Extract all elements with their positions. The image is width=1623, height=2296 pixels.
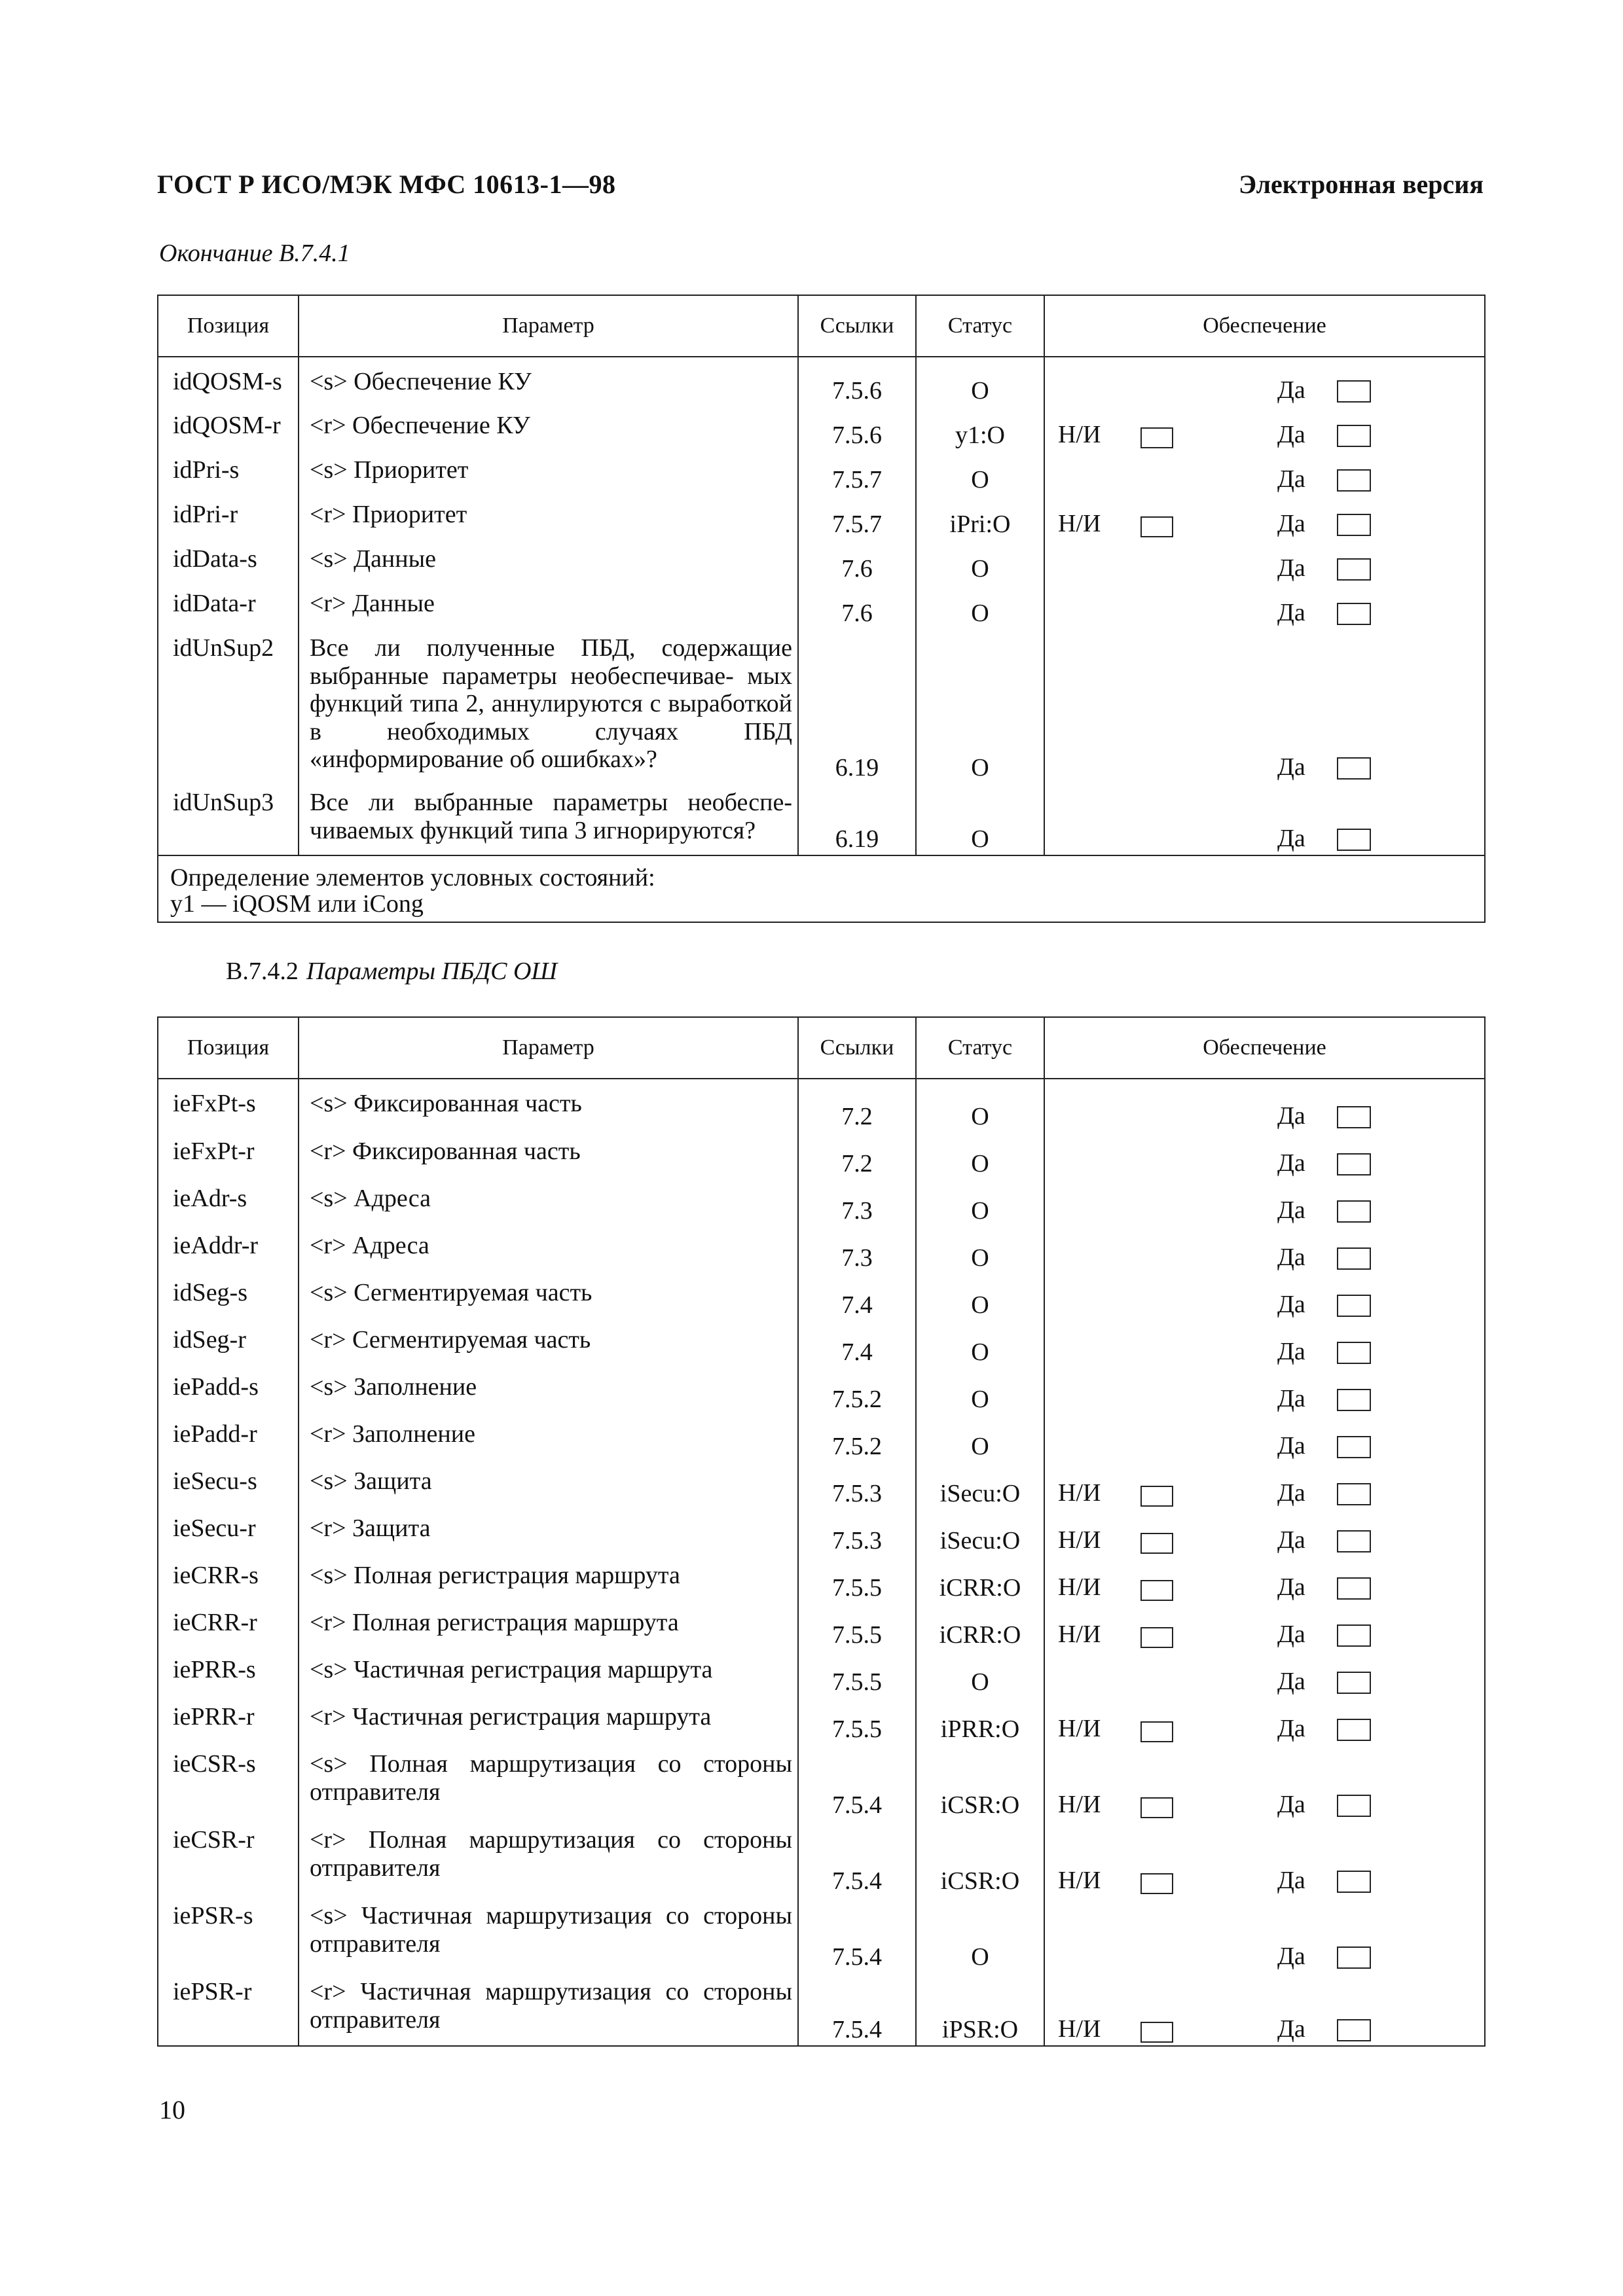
yes-checkbox[interactable] [1337,1795,1371,1817]
table-row [158,1132,1485,1179]
reference-cell: 7.5.6 [798,357,916,406]
position-cell: idPri-s [158,451,299,495]
table-row [158,1556,1485,1604]
condition-definitions [158,855,1485,922]
provision-options [1045,2015,1484,2044]
table-row [158,1321,1485,1368]
table-row [158,1415,1485,1462]
provision-options [1045,1715,1484,1744]
yes-checkbox[interactable] [1337,1483,1371,1505]
provision-cell [1044,1462,1485,1509]
provision-options [1045,1149,1484,1178]
yes-label: Да [1277,1943,1305,1970]
not-implemented-checkbox[interactable] [1140,1533,1173,1554]
reference-cell: 7.5.4 [798,1897,916,1973]
table-row [158,1821,1485,1897]
reference-cell: 7.3 [798,1227,916,1274]
status-cell: O [916,1897,1044,1973]
status-cell: O [916,629,1044,783]
parameter-cell: <r> Полная маршрутизация со стороны отправителя [299,1821,798,1897]
provision-options [1045,465,1484,494]
provision-cell [1044,584,1485,629]
provision-options [1045,510,1484,539]
yes-label: Да [1277,465,1305,493]
position-cell: idPri-r [158,495,299,540]
edition-label: Электронная версия [1238,170,1484,199]
provision-options [1045,599,1484,628]
reference-cell: 7.5.5 [798,1651,916,1698]
parameter-cell: <s> Сегментируемая часть [299,1274,798,1321]
definition-row [158,855,1485,922]
provision-cell [1044,1079,1485,1132]
provision-options [1045,1791,1484,1820]
parameter-cell: <s> Обеспечение КУ [299,357,798,406]
definition-line-1: Определение элементов условных состояний: [170,864,655,891]
yes-checkbox[interactable] [1337,1577,1371,1600]
provision-options [1045,1196,1484,1225]
parameter-cell: <s> Частичная маршрутизация со стороны отправителя [299,1897,798,1973]
yes-label: Да [1277,1479,1305,1507]
section-heading [226,957,557,986]
parameter-cell: <s> Приоритет [299,451,798,495]
col-header-position: Позиция [158,1017,299,1079]
yes-checkbox[interactable] [1337,1295,1371,1317]
position-cell: ieAddr-r [158,1227,299,1274]
status-cell: O [916,451,1044,495]
position-cell: iePRR-s [158,1651,299,1698]
provision-cell [1044,1509,1485,1556]
parameter-cell: <r> Полная регистрация маршрута [299,1604,798,1651]
yes-checkbox[interactable] [1337,1672,1371,1694]
parameter-cell: <s> Адреса [299,1179,798,1227]
table-row [158,495,1485,540]
table-continuation-caption: Окончание В.7.4.1 [159,240,350,267]
status-cell: O [916,1651,1044,1698]
provision-cell [1044,1556,1485,1604]
not-implemented-checkbox[interactable] [1140,1627,1173,1648]
yes-checkbox[interactable] [1337,1871,1371,1893]
yes-label: Да [1277,1244,1305,1271]
col-header-status: Статус [916,1017,1044,1079]
yes-label: Да [1277,1291,1305,1318]
position-cell: idSeg-s [158,1274,299,1321]
parameter-cell: <r> Фиксированная часть [299,1132,798,1179]
yes-label: Да [1277,1621,1305,1648]
provision-options [1045,1573,1484,1602]
status-cell: iCSR:O [916,1821,1044,1897]
table-row [158,1897,1485,1973]
yes-checkbox[interactable] [1337,1200,1371,1223]
status-cell: iPri:O [916,495,1044,540]
position-cell: iePRR-r [158,1698,299,1745]
status-cell: O [916,584,1044,629]
not-implemented-label: Н/И [1058,1526,1101,1554]
provision-options [1045,1943,1484,1971]
provision-options [1045,1291,1484,1319]
provision-cell [1044,1897,1485,1973]
yes-label: Да [1277,2015,1305,2043]
parameter-cell: <r> Данные [299,584,798,629]
reference-cell: 7.4 [798,1321,916,1368]
position-cell: ieCRR-r [158,1604,299,1651]
parameter-cell: <r> Частичная маршрутизация со стороны отправителя [299,1973,798,2046]
provision-cell [1044,1179,1485,1227]
table-row [158,1651,1485,1698]
provision-options [1045,1244,1484,1272]
yes-label: Да [1277,753,1305,781]
reference-cell: 7.5.2 [798,1415,916,1462]
provision-options [1045,1338,1484,1367]
not-implemented-label: Н/И [1058,1573,1101,1601]
status-cell: y1:O [916,406,1044,451]
yes-checkbox[interactable] [1337,603,1371,625]
provision-cell [1044,406,1485,451]
reference-cell: 7.5.3 [798,1509,916,1556]
yes-label: Да [1277,1715,1305,1742]
section-number: В.7.4.2 [226,958,299,985]
provision-cell [1044,1368,1485,1415]
position-cell: ieCRR-s [158,1556,299,1604]
table-row [158,783,1485,855]
table-row [158,1604,1485,1651]
position-cell: iePSR-r [158,1973,299,2046]
status-cell: O [916,357,1044,406]
status-cell: iSecu:O [916,1509,1044,1556]
position-cell: idSeg-r [158,1321,299,1368]
not-implemented-checkbox[interactable] [1140,1580,1173,1601]
table-row [158,357,1485,406]
yes-checkbox[interactable] [1337,1946,1371,1969]
provision-options [1045,421,1484,450]
yes-label: Да [1277,599,1305,626]
provision-options [1045,825,1484,853]
yes-label: Да [1277,421,1305,448]
not-implemented-label: Н/И [1058,1867,1101,1894]
position-cell: iePadd-r [158,1415,299,1462]
parameter-cell: <r> Заполнение [299,1415,798,1462]
position-cell: idData-s [158,540,299,584]
yes-checkbox[interactable] [1337,380,1371,403]
provision-options [1045,554,1484,583]
reference-cell: 7.2 [798,1132,916,1179]
position-cell: ieSecu-s [158,1462,299,1509]
not-implemented-label: Н/И [1058,1715,1101,1742]
provision-options [1045,1385,1484,1414]
parameter-cell: <r> Приоритет [299,495,798,540]
reference-cell: 7.6 [798,584,916,629]
yes-label: Да [1277,1573,1305,1601]
reference-cell: 6.19 [798,783,916,855]
yes-label: Да [1277,825,1305,852]
parameter-cell: <s> Фиксированная часть [299,1079,798,1132]
conformance-table-b741 [157,295,1486,923]
yes-checkbox[interactable] [1337,1106,1371,1128]
col-header-parameter: Параметр [299,1017,798,1079]
position-cell: ieFxPt-s [158,1079,299,1132]
reference-cell: 7.4 [798,1274,916,1321]
col-header-provision: Обеспечение [1044,1017,1485,1079]
reference-cell: 7.5.5 [798,1698,916,1745]
status-cell: iSecu:O [916,1462,1044,1509]
not-implemented-label: Н/И [1058,1479,1101,1507]
provision-options [1045,1432,1484,1461]
yes-label: Да [1277,1867,1305,1894]
parameter-cell: <s> Защита [299,1462,798,1509]
table-header-row [158,1017,1485,1079]
table-row [158,1509,1485,1556]
parameter-cell: <r> Адреса [299,1227,798,1274]
parameter-cell: <r> Сегментируемая часть [299,1321,798,1368]
section-title: Параметры ПБДС ОШ [306,958,558,985]
col-header-refs: Ссылки [798,1017,916,1079]
provision-cell [1044,1745,1485,1821]
table-row [158,1079,1485,1132]
reference-cell: 7.5.3 [798,1462,916,1509]
position-cell: ieAdr-s [158,1179,299,1227]
yes-label: Да [1277,554,1305,582]
table-row [158,1274,1485,1321]
provision-cell [1044,1227,1485,1274]
reference-cell: 7.5.4 [798,1745,916,1821]
yes-label: Да [1277,1102,1305,1130]
provision-cell [1044,1321,1485,1368]
position-cell: idUnSup3 [158,783,299,855]
not-implemented-checkbox[interactable] [1140,427,1173,448]
yes-checkbox[interactable] [1337,2019,1371,2041]
status-cell: iPRR:O [916,1698,1044,1745]
reference-cell: 7.5.7 [798,451,916,495]
table-header-row [158,295,1485,357]
yes-label: Да [1277,376,1305,404]
not-implemented-label: Н/И [1058,2015,1101,2043]
yes-checkbox[interactable] [1337,1530,1371,1552]
col-header-provision: Обеспечение [1044,295,1485,357]
provision-cell [1044,540,1485,584]
yes-label: Да [1277,1196,1305,1224]
yes-checkbox[interactable] [1337,757,1371,780]
parameter-cell: Все ли выбранные параметры необеспе- чиваемых функций типа 3 игнорируются? [299,783,798,855]
table-row [158,451,1485,495]
not-implemented-checkbox[interactable] [1140,1721,1173,1742]
status-cell: O [916,1368,1044,1415]
provision-cell [1044,1973,1485,2046]
provision-options [1045,1668,1484,1696]
reference-cell: 7.5.5 [798,1556,916,1604]
position-cell: idData-r [158,584,299,629]
provision-options [1045,1867,1484,1895]
table-row [158,1227,1485,1274]
reference-cell: 7.5.4 [798,1973,916,2046]
status-cell: O [916,1321,1044,1368]
not-implemented-label: Н/И [1058,1791,1101,1818]
table-row [158,1973,1485,2046]
page-number: 10 [159,2095,185,2125]
reference-cell: 7.5.5 [798,1604,916,1651]
status-cell: O [916,1227,1044,1274]
status-cell: iCRR:O [916,1556,1044,1604]
position-cell: idUnSup2 [158,629,299,783]
conformance-table-b742 [157,1016,1486,2047]
table-row [158,540,1485,584]
col-header-parameter: Параметр [299,295,798,357]
status-cell: O [916,1274,1044,1321]
parameter-cell: <r> Частичная регистрация маршрута [299,1698,798,1745]
yes-label: Да [1277,1338,1305,1365]
provision-cell [1044,357,1485,406]
yes-label: Да [1277,1526,1305,1554]
position-cell: ieFxPt-r [158,1132,299,1179]
not-implemented-label: Н/И [1058,510,1101,537]
provision-cell [1044,1604,1485,1651]
yes-checkbox[interactable] [1337,514,1371,536]
table-row [158,1745,1485,1821]
provision-cell [1044,1698,1485,1745]
provision-options [1045,1526,1484,1555]
not-implemented-checkbox[interactable] [1140,1873,1173,1894]
yes-checkbox[interactable] [1337,1389,1371,1411]
position-cell: idQOSM-r [158,406,299,451]
not-implemented-checkbox[interactable] [1140,2022,1173,2043]
parameter-cell: <s> Полная регистрация маршрута [299,1556,798,1604]
yes-label: Да [1277,1149,1305,1177]
table-row [158,1179,1485,1227]
parameter-cell: <s> Заполнение [299,1368,798,1415]
parameter-cell: <r> Защита [299,1509,798,1556]
status-cell: O [916,783,1044,855]
provision-cell [1044,629,1485,783]
status-cell: iCRR:O [916,1604,1044,1651]
yes-label: Да [1277,1668,1305,1695]
yes-checkbox[interactable] [1337,829,1371,851]
parameter-cell: Все ли полученные ПБД, содержащие выбранные параметры необеспечивае- мых функций типа 2, аннулируются с выработкой в необходимых случаях ПБД «информирование об ошибках»? [299,629,798,783]
provision-options [1045,1479,1484,1508]
position-cell: ieCSR-r [158,1821,299,1897]
reference-cell: 7.6 [798,540,916,584]
provision-cell [1044,451,1485,495]
reference-cell: 7.5.7 [798,495,916,540]
not-implemented-label: Н/И [1058,1621,1101,1648]
yes-checkbox[interactable] [1337,558,1371,581]
status-cell: iPSR:O [916,1973,1044,2046]
provision-cell [1044,783,1485,855]
yes-checkbox[interactable] [1337,1153,1371,1175]
provision-options [1045,1102,1484,1131]
yes-checkbox[interactable] [1337,1342,1371,1364]
provision-cell [1044,1274,1485,1321]
yes-checkbox[interactable] [1337,1624,1371,1647]
provision-cell [1044,495,1485,540]
not-implemented-label: Н/И [1058,421,1101,448]
provision-cell [1044,1415,1485,1462]
table-row [158,1698,1485,1745]
provision-options [1045,376,1484,405]
status-cell: O [916,1415,1044,1462]
table-row [158,1368,1485,1415]
yes-label: Да [1277,510,1305,537]
not-implemented-checkbox[interactable] [1140,1486,1173,1507]
position-cell: ieCSR-s [158,1745,299,1821]
yes-checkbox[interactable] [1337,1247,1371,1270]
table-row [158,584,1485,629]
col-header-refs: Ссылки [798,295,916,357]
status-cell: O [916,1079,1044,1132]
position-cell: iePadd-s [158,1368,299,1415]
provision-options [1045,1621,1484,1649]
parameter-cell: <r> Обеспечение КУ [299,406,798,451]
reference-cell: 6.19 [798,629,916,783]
reference-cell: 7.5.2 [798,1368,916,1415]
position-cell: ieSecu-r [158,1509,299,1556]
status-cell: iCSR:O [916,1745,1044,1821]
document-code: ГОСТ Р ИСО/МЭК МФС 10613-1—98 [157,170,616,199]
parameter-cell: <s> Данные [299,540,798,584]
status-cell: O [916,1132,1044,1179]
status-cell: O [916,540,1044,584]
yes-checkbox[interactable] [1337,1719,1371,1741]
parameter-cell: <s> Частичная регистрация маршрута [299,1651,798,1698]
yes-checkbox[interactable] [1337,1436,1371,1458]
definition-line-2: y1 — iQOSM или iCong [170,889,424,918]
yes-checkbox[interactable] [1337,469,1371,492]
provision-cell [1044,1132,1485,1179]
table-row [158,406,1485,451]
provision-options [1045,753,1484,782]
yes-label: Да [1277,1791,1305,1818]
table-row [158,629,1485,783]
not-implemented-checkbox[interactable] [1140,1797,1173,1818]
yes-label: Да [1277,1432,1305,1460]
position-cell: iePSR-s [158,1897,299,1973]
yes-checkbox[interactable] [1337,425,1371,447]
table-row [158,1462,1485,1509]
provision-cell [1044,1821,1485,1897]
col-header-status: Статус [916,295,1044,357]
status-cell: O [916,1179,1044,1227]
col-header-position: Позиция [158,295,299,357]
reference-cell: 7.5.6 [798,406,916,451]
reference-cell: 7.5.4 [798,1821,916,1897]
reference-cell: 7.3 [798,1179,916,1227]
reference-cell: 7.2 [798,1079,916,1132]
not-implemented-checkbox[interactable] [1140,516,1173,537]
provision-cell [1044,1651,1485,1698]
position-cell: idQOSM-s [158,357,299,406]
parameter-cell: <s> Полная маршрутизация со стороны отправителя [299,1745,798,1821]
yes-label: Да [1277,1385,1305,1412]
